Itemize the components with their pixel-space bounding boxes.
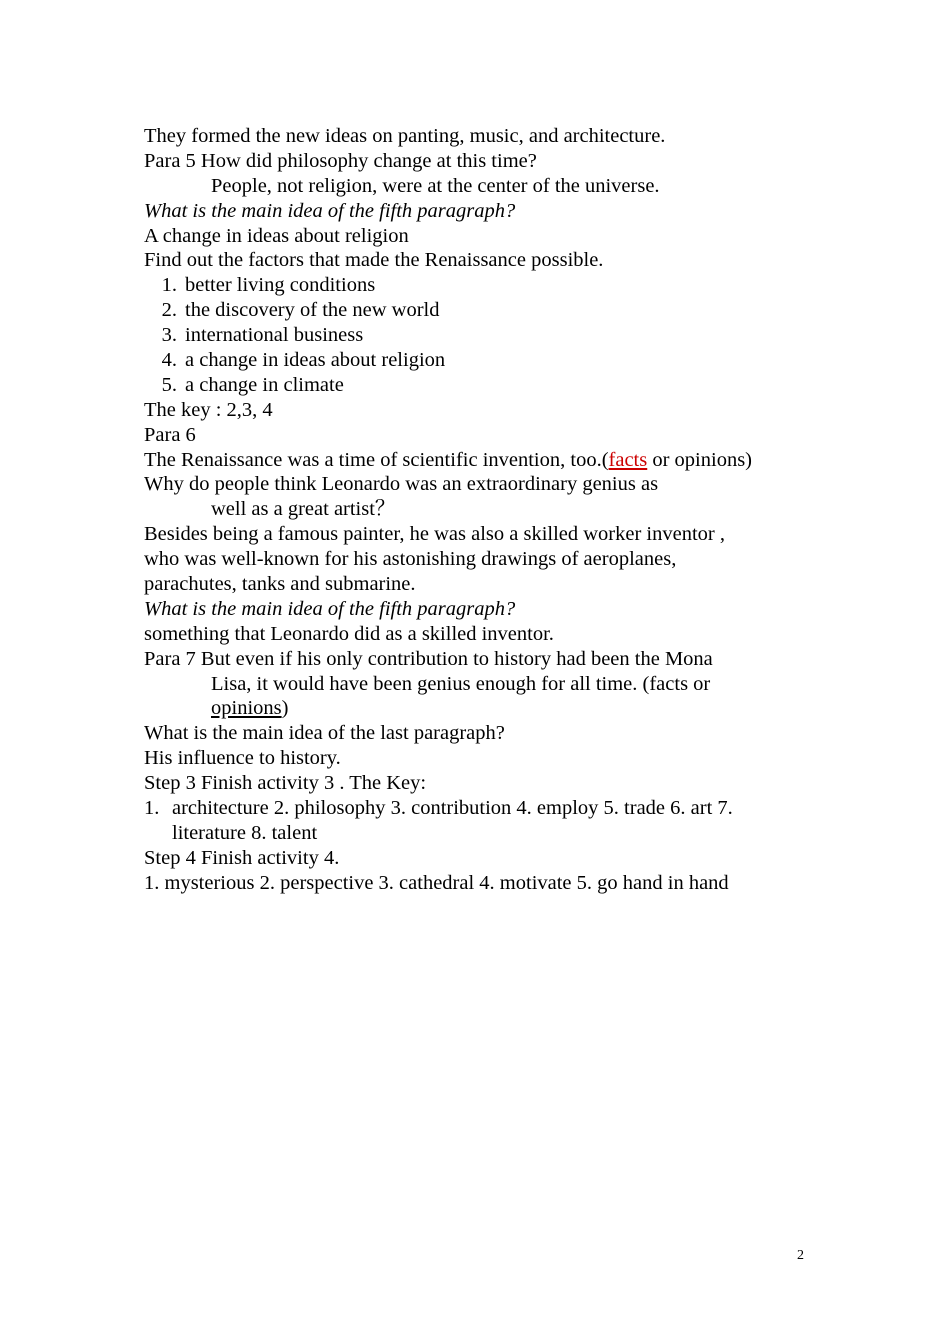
main-idea-answer: something that Leonardo did as a skilled inventor. <box>144 622 554 645</box>
para6-answer: parachutes, tanks and submarine. <box>144 573 416 596</box>
para6-heading: Para 6 <box>144 423 196 446</box>
text-line: They formed the new ideas on panting, music, and architecture. <box>144 125 666 147</box>
para5-question: Para 5 How did philosophy change at this time? <box>144 149 537 172</box>
step4-heading: Step 4 Finish activity 4. <box>144 846 340 869</box>
last-para-question: What is the main idea of the last paragraph? <box>144 722 505 745</box>
para7-text: Lisa, it would have been genius enough for all time. (facts or <box>211 672 711 695</box>
para7-text: opinions) <box>211 697 289 720</box>
para6-answer: Besides being a famous painter, he was also a skilled worker inventor , <box>144 523 725 546</box>
step4-answer: 1. mysterious 2. perspective 3. cathedral 4. motivate 5. go hand in hand <box>144 871 729 894</box>
main-idea-question: What is the main idea of the fifth paragraph? <box>144 199 516 222</box>
step3-answer-cont: literature 8. talent <box>172 821 318 844</box>
list-item: 4. a change in ideas about religion <box>161 349 446 372</box>
para6-statement: The Renaissance was a time of scientific invention, too.(facts or opinions) <box>144 448 753 471</box>
para6-answer: who was well-known for his astonishing drawings of aeroplanes, <box>144 548 677 571</box>
list-item: 5. a change in climate <box>161 373 344 396</box>
key-answer: The key : 2,3, 4 <box>144 398 273 421</box>
para6-question-cont: well as a great artist？ <box>211 498 396 521</box>
page-content <box>144 124 824 896</box>
step3-heading: Step 3 Finish activity 3 . The Key: <box>144 772 427 795</box>
facts-highlight: facts <box>608 448 648 471</box>
factors-list <box>144 273 824 397</box>
para5-answer: People, not religion, were at the center of the universe. <box>211 174 660 197</box>
para6-question: Why do people think Leonardo was an extraordinary genius as <box>144 473 659 496</box>
main-idea-answer: A change in ideas about religion <box>144 224 409 247</box>
list-item: 1. better living conditions <box>161 274 376 297</box>
opinions-underlined: opinions <box>211 697 282 720</box>
last-para-answer: His influence to history. <box>144 747 341 770</box>
step3-answer: 1. architecture 2. philosophy 3. contribution 4. employ 5. trade 6. art 7. <box>144 797 733 820</box>
page-number: 2 <box>797 1248 804 1263</box>
para7-text: Para 7 But even if his only contribution to history had been the Mona <box>144 647 713 670</box>
list-item: 3. international business <box>161 324 364 347</box>
factors-instruction: Find out the factors that made the Renaissance possible. <box>144 249 604 272</box>
main-idea-question: What is the main idea of the fifth paragraph? <box>144 597 516 620</box>
list-item: 2. the discovery of the new world <box>161 299 440 322</box>
